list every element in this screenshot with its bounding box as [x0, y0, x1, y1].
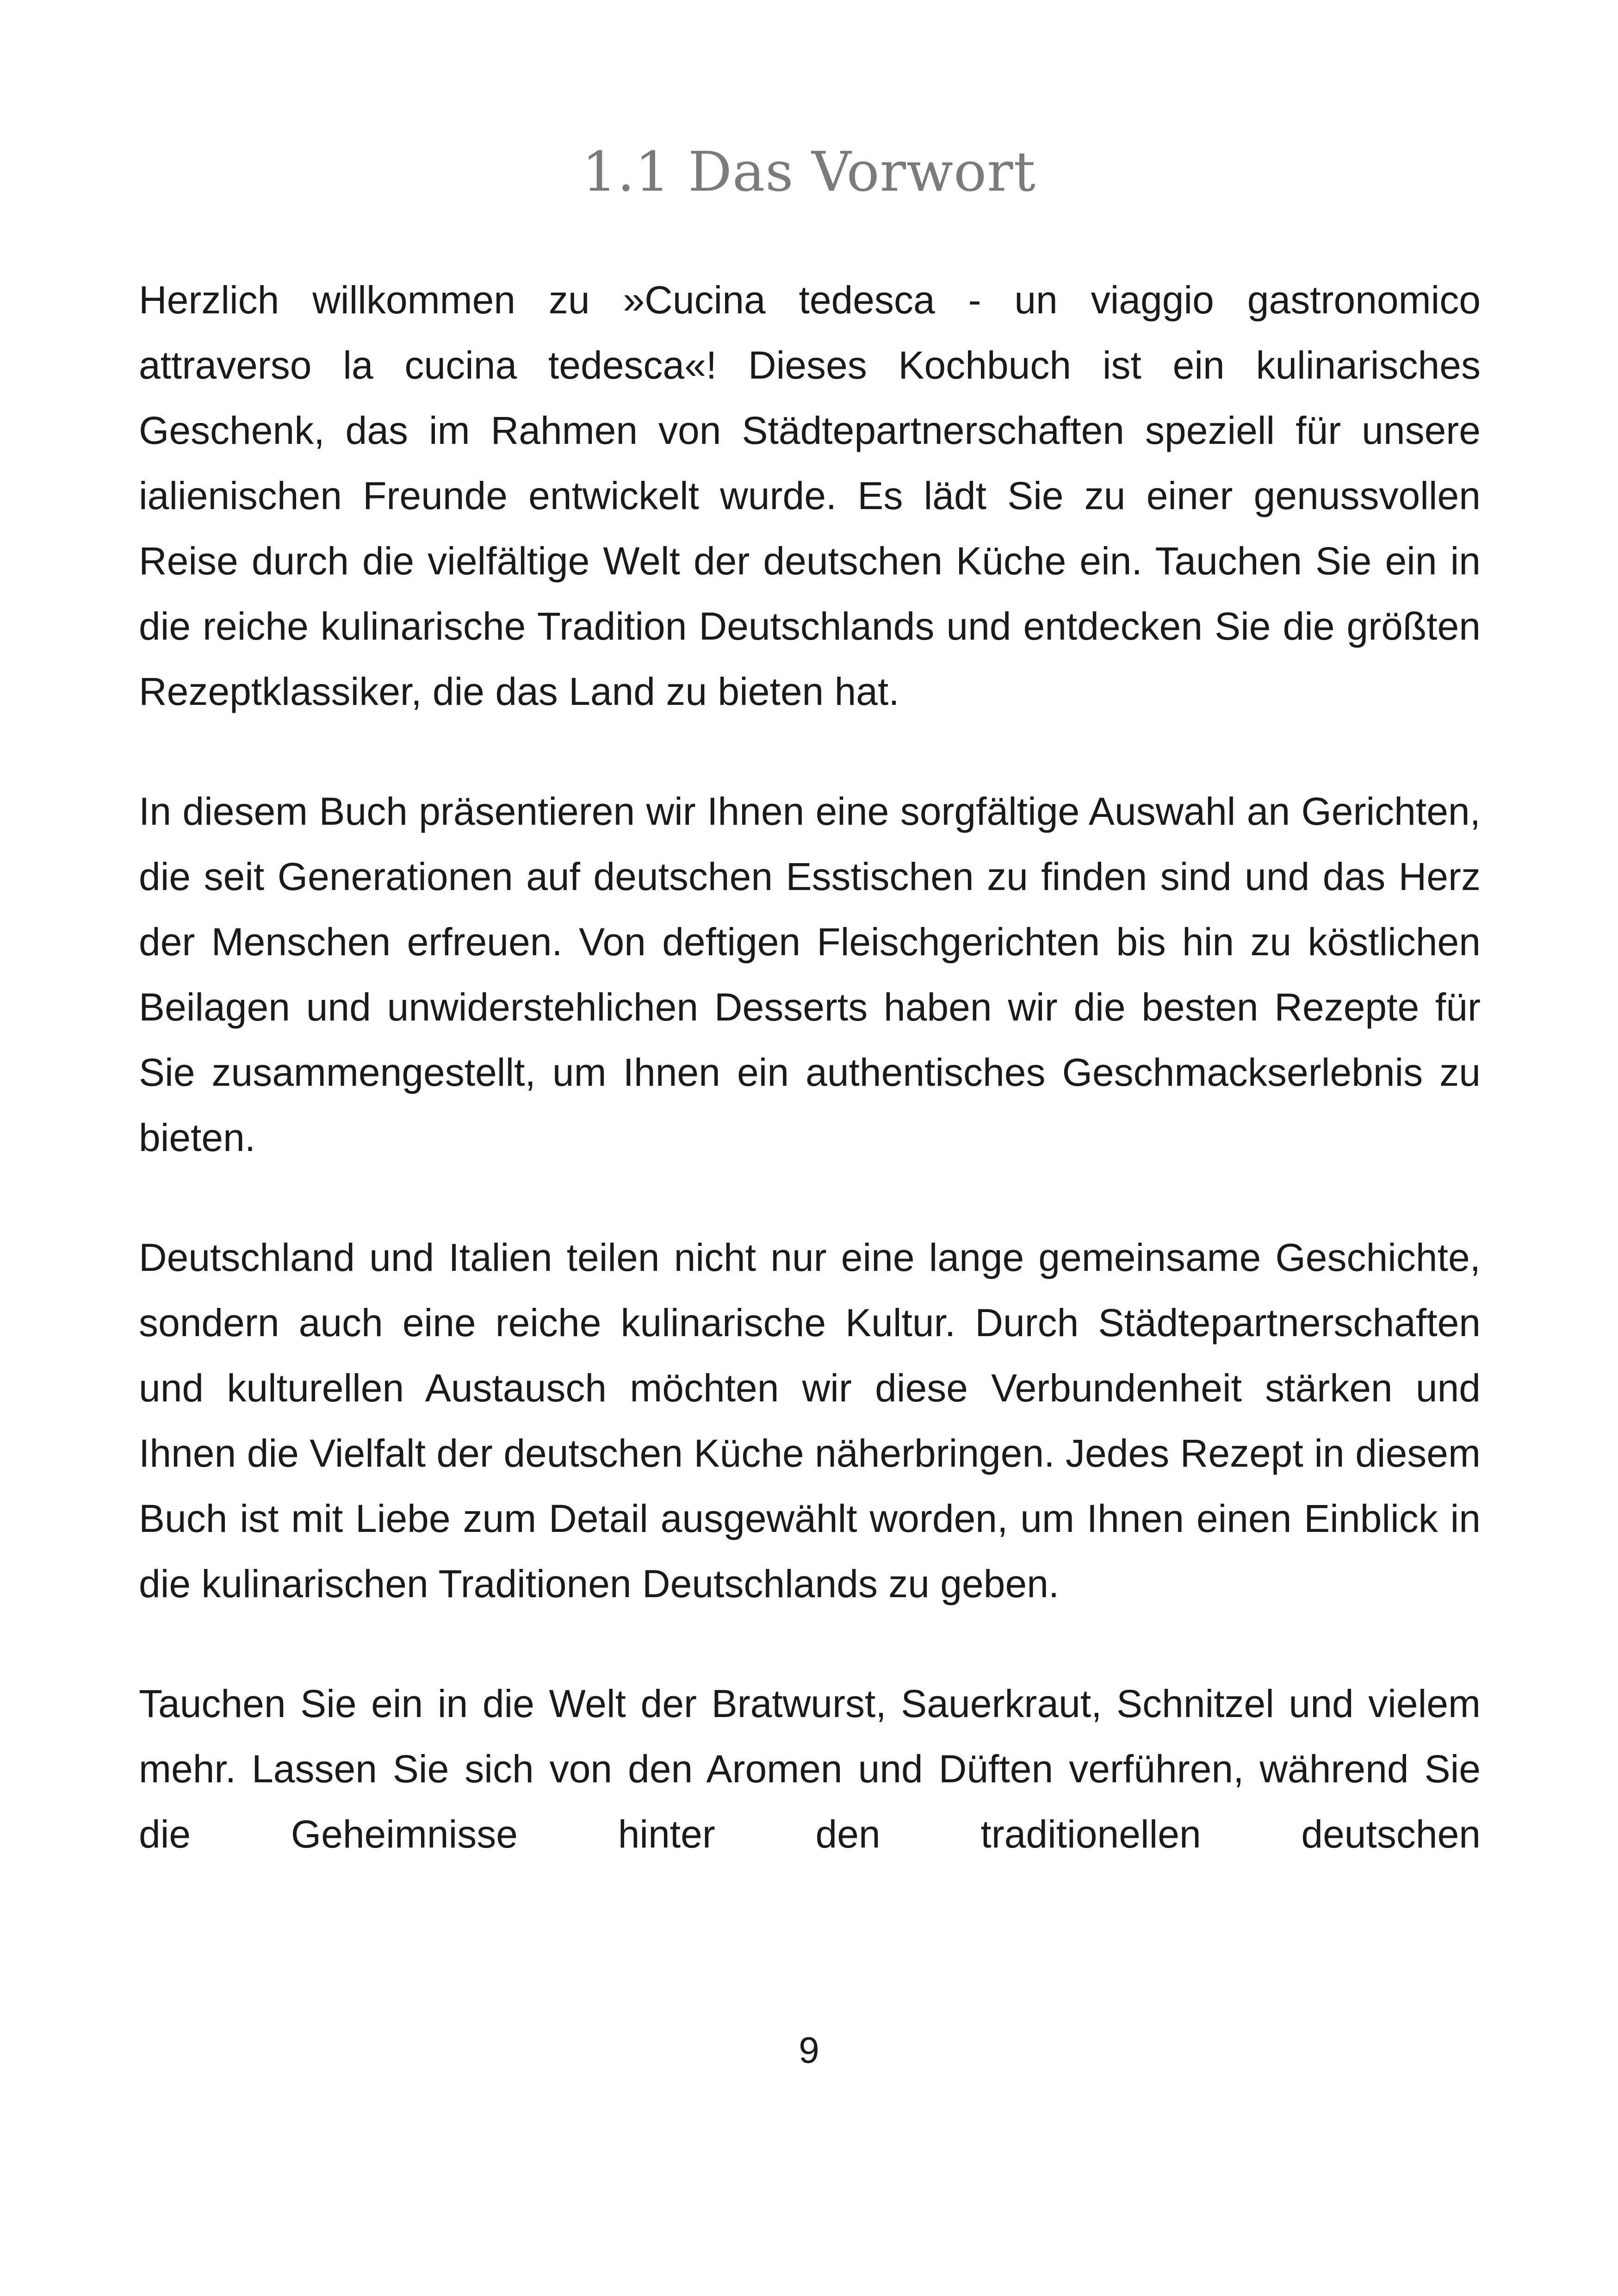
page-number: 9 [799, 2029, 819, 2071]
paragraph-selection: In diesem Buch präsentieren wir Ihnen eine sorgfältige Auswahl an Gerichten, die seit Generationen auf deutschen Esstischen zu finden sind und das Herz der Menschen erfreuen. Von deftigen Fleischgerichten bis hin zu köstlichen Beilagen und unwiderstehlichen Desserts haben wir die besten Rezepte für Sie zusammengestellt, um Ihnen ein authentisches Geschmackserlebnis zu bieten. [139, 790, 1481, 1159]
paragraph-germany-italy: Deutschland und Italien teilen nicht nur eine lange gemeinsame Geschichte, sondern auch eine reiche kulinarische Kultur. Durch Städtepartnerschaften und kulturellen Austausch möchten wir diese Verbundenheit stärken und Ihnen die Vielfalt der deutschen Küche näherbringen. Jedes Rezept in diesem Buch ist mit Liebe zum Detail ausgewählt worden, um Ihnen einen Einblick in die kulinarischen Traditionen Deutschlands zu geben. [139, 1236, 1481, 1605]
paragraph-dive-in: Tauchen Sie ein in die Welt der Bratwurst, Sauerkraut, Schnitzel und vielem mehr. Lassen Sie sich von den Aromen und Düften verführen, während Sie die Geheimnisse hinter den traditionellen deutschen [139, 1682, 1481, 1856]
section-heading: 1.1 Das Vorwort [582, 140, 1036, 204]
body-text [139, 268, 1481, 1867]
paragraph-welcome: Herzlich willkommen zu »Cucina tedesca - un viaggio gastronomico attraverso la cucina tedesca«! Dieses Kochbuch ist ein kulinarisches Geschenk, das im Rahmen von Städtepartnerschaften speziell für unsere ialienischen Freunde entwickelt wurde. Es lädt Sie zu einer genussvollen Reise durch die vielfältige Welt der deutschen Küche ein. Tauchen Sie ein in die reiche kulinarische Tradition Deutschlands und entdecken Sie die größten Rezeptklassiker, die das Land zu bieten hat. [139, 278, 1481, 713]
